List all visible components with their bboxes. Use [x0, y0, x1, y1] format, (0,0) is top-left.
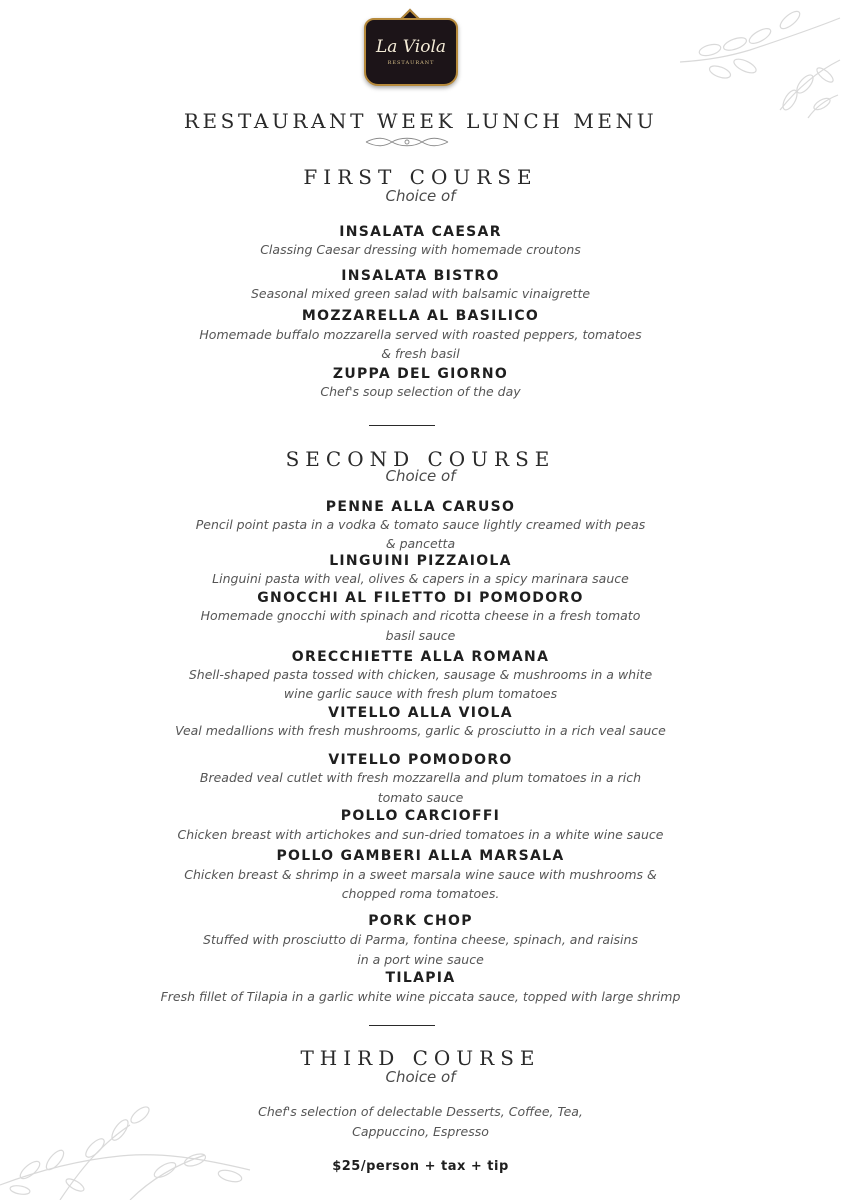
menu-item-name: INSALATA CAESAR [339, 224, 502, 240]
menu-item-desc: Breaded veal cutlet with fresh mozzarella and plum tomatoes in a rich [199, 770, 642, 785]
menu-item-desc: Stuffed with prosciutto di Parma, fontina cheese, spinach, and raisins [203, 932, 638, 947]
menu-item-desc: Classing Caesar dressing with homemade croutons [260, 242, 581, 257]
menu-item-name: MOZZARELLA AL BASILICO [301, 308, 540, 324]
menu-item-name: PORK CHOP [368, 913, 473, 929]
menu-item-desc: Homemade buffalo mozzarella served with roasted peppers, tomatoes [199, 327, 642, 342]
menu-item-desc: Homemade gnocchi with spinach and ricotta cheese in a fresh tomato [200, 608, 641, 623]
menu-item-desc: Linguini pasta with veal, olives & capers in a spicy marinara sauce [212, 571, 629, 586]
course-title-first: FIRST COURSE [303, 165, 538, 189]
menu-item-desc: chopped roma tomatoes. [341, 886, 500, 901]
menu-item-desc: Fresh fillet of Tilapia in a garlic white wine piccata sauce, topped with large shrimp [160, 989, 681, 1004]
menu-item-name: POLLO CARCIOFFI [340, 808, 501, 824]
menu-item-name: ORECCHIETTE ALLA ROMANA [291, 649, 550, 665]
menu-title: RESTAURANT WEEK LUNCH MENU [183, 109, 658, 133]
menu-item-desc: in a port wine sauce [357, 952, 484, 967]
menu-item-name: GNOCCHI AL FILETTO DI POMODORO [257, 590, 584, 606]
menu-item-desc: Pencil point pasta in a vodka & tomato sauce lightly creamed with peas [195, 517, 646, 532]
menu-item-name: TILAPIA [385, 970, 456, 986]
restaurant-logo [364, 18, 458, 86]
menu-item-desc: Chicken breast & shrimp in a sweet marsala wine sauce with mushrooms & [184, 867, 657, 882]
menu-item-name: PENNE ALLA CARUSO [325, 499, 516, 515]
menu-item-name: POLLO GAMBERI ALLA MARSALA [276, 848, 565, 864]
course-choice-third: Choice of [385, 1068, 456, 1086]
menu-item-name: LINGUINI PIZZAIOLA [329, 553, 512, 569]
menu-item-name: ZUPPA DEL GIORNO [332, 366, 509, 382]
menu-item-desc: Chicken breast with artichokes and sun-dried tomatoes in a white wine sauce [177, 827, 664, 842]
menu-item-name: VITELLO ALLA VIOLA [328, 705, 513, 721]
course-title-third: THIRD COURSE [300, 1046, 541, 1070]
logo-subtitle: RESTAURANT [387, 60, 435, 66]
flourish-divider-icon [364, 136, 450, 148]
section-divider [369, 425, 435, 426]
menu-item-desc: Chef's soup selection of the day [320, 384, 521, 399]
menu-item-desc: Chef's selection of delectable Desserts, Coffee, Tea, [258, 1104, 583, 1119]
menu-item-desc: basil sauce [385, 628, 456, 643]
menu-item-desc: & fresh basil [381, 346, 460, 361]
leaf-branch-icon [640, 0, 841, 120]
menu-item-desc: wine garlic sauce with fresh plum tomatoes [283, 686, 558, 701]
logo-name: La Viola [375, 37, 447, 57]
menu-item-desc: Seasonal mixed green salad with balsamic vinaigrette [250, 286, 591, 301]
price-line: $25/person + tax + tip [332, 1159, 509, 1174]
menu-item-name: INSALATA BISTRO [341, 268, 500, 284]
course-title-second: SECOND COURSE [285, 447, 556, 471]
section-divider [369, 1025, 435, 1026]
course-choice-second: Choice of [385, 467, 456, 485]
menu-item-desc: tomato sauce [377, 790, 464, 805]
menu-item-desc: & pancetta [385, 536, 456, 551]
menu-item-desc: Cappuccino, Espresso [352, 1124, 489, 1139]
course-choice-first: Choice of [385, 187, 456, 205]
menu-item-desc: Shell-shaped pasta tossed with chicken, sausage & mushrooms in a white [188, 667, 653, 682]
menu-item-name: VITELLO POMODORO [328, 752, 513, 768]
menu-item-desc: Veal medallions with fresh mushrooms, garlic & prosciutto in a rich veal sauce [175, 723, 666, 738]
